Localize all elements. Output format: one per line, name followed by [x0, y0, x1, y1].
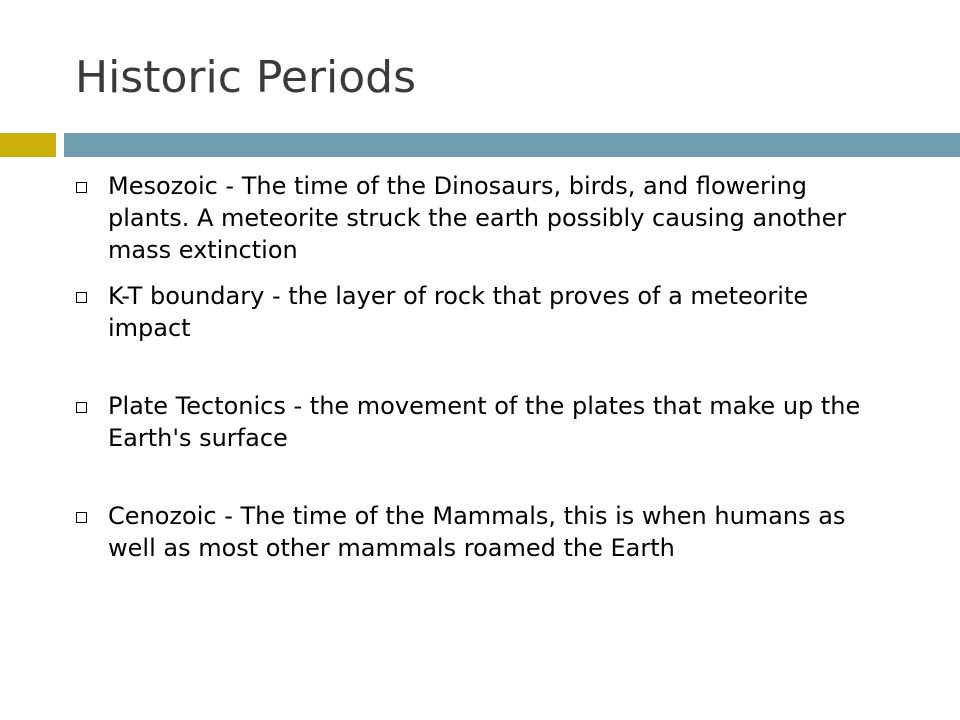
accent-bar-right [64, 133, 960, 157]
hollow-square-bullet-icon [76, 292, 87, 303]
bullet-list [75, 170, 875, 564]
bullet-text: Cenozoic - The time of the Mammals, this is when humans as well as most other mammals roamed the Earth [108, 502, 846, 562]
bullet-item-cenozoic [75, 500, 875, 564]
bullet-item-mesozoic [75, 170, 875, 266]
hollow-square-bullet-icon [76, 402, 87, 413]
hollow-square-bullet-icon [76, 182, 87, 193]
bullet-item-kt-boundary [75, 280, 875, 344]
bullet-text: Plate Tectonics - the movement of the plates that make up the Earth's surface [108, 392, 861, 452]
hollow-square-bullet-icon [76, 512, 87, 523]
accent-bar-left [0, 133, 56, 157]
bullet-text: K-T boundary - the layer of rock that proves of a meteorite impact [108, 282, 809, 342]
bullet-text: Mesozoic - The time of the Dinosaurs, birds, and flowering plants. A meteorite struck the earth possibly causing another mass extinction [108, 172, 847, 264]
bullet-item-plate-tectonics [75, 390, 875, 454]
slide-title: Historic Periods [75, 52, 417, 103]
